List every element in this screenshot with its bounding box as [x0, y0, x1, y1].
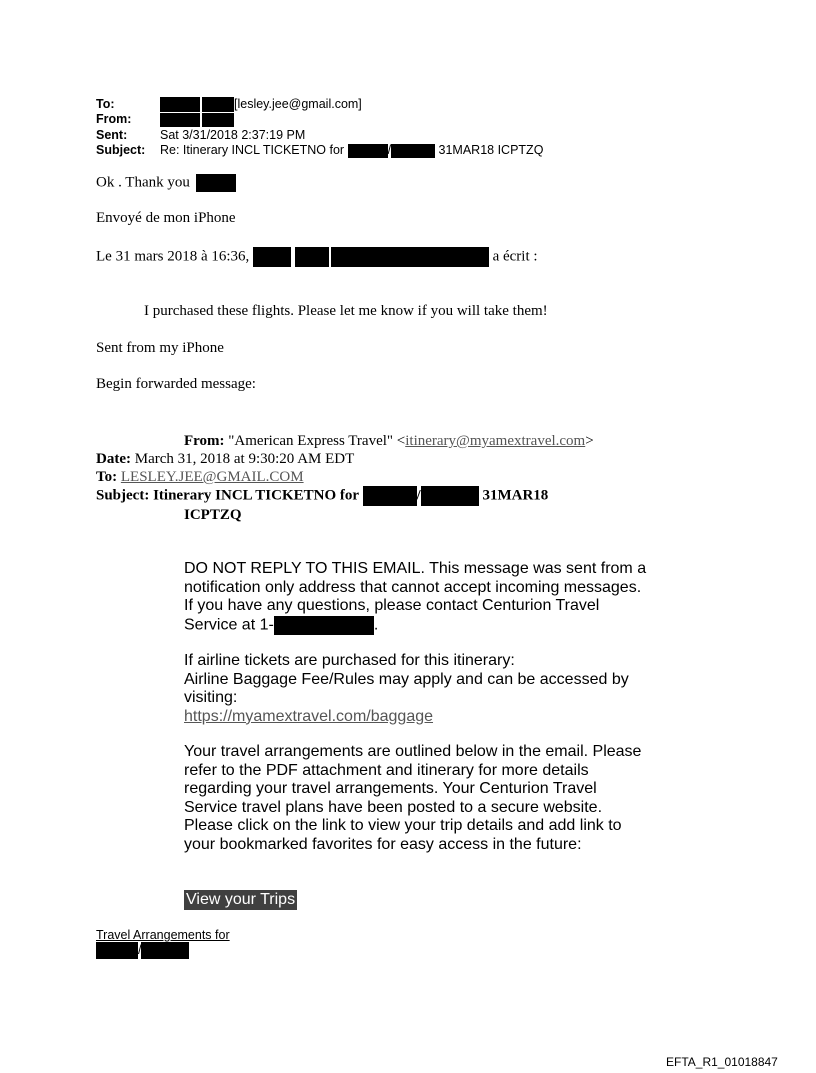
redaction-block [202, 113, 234, 127]
fwd-from-close: > [585, 433, 594, 449]
quoted-purchased: I purchased these flights. Please let me know if you will take them! [144, 303, 548, 319]
reply-signature: Envoyé de mon iPhone [96, 210, 236, 226]
thanks-text: Ok . Thank you [96, 174, 190, 191]
travel-arrangements [96, 928, 230, 959]
redaction-block [196, 174, 236, 192]
attribution-prefix: Le 31 mars 2018 à 16:36, [96, 248, 250, 265]
subject-label: Subject: [96, 143, 146, 157]
body-baggage [184, 652, 654, 726]
fwd-from [184, 432, 594, 450]
ta-slash: / [138, 942, 142, 957]
from-label: From: [96, 112, 132, 126]
fwd-from-email-link[interactable]: itinerary@myamextravel.com [405, 433, 586, 449]
to-label: To: [96, 97, 115, 111]
fwd-date [96, 450, 354, 468]
redaction-block [363, 486, 417, 506]
travel-arrangements-names [96, 942, 230, 959]
attribution-suffix: a écrit : [492, 248, 538, 265]
reply-thanks [96, 174, 236, 192]
fwd-to [96, 468, 304, 486]
fwd-to-label: To: [96, 469, 118, 485]
sent-label: Sent: [96, 128, 128, 142]
redaction-block [274, 616, 374, 635]
redaction-block [96, 942, 138, 959]
view-trips-wrap [184, 890, 297, 910]
view-trips-button[interactable]: View your Trips [186, 891, 296, 908]
subject-prefix: Re: Itinerary INCL TICKETNO for [160, 143, 345, 157]
redaction-block [160, 97, 200, 112]
redaction-block [391, 144, 435, 158]
to-email: [lesley.jee@gmail.com] [234, 97, 362, 111]
fwd-subject-slash: / [416, 487, 421, 504]
redaction-block [141, 942, 189, 959]
baggage-line2: Airline Baggage Fee/Rules may apply and can be accessed by visiting: [184, 670, 629, 706]
redaction-block [331, 247, 489, 267]
subject-slash: / [387, 143, 392, 157]
baggage-line1: If airline tickets are purchased for this itinerary: [184, 652, 515, 669]
document-id: EFTA_R1_01018847 [666, 1055, 778, 1069]
subject-value [160, 143, 543, 158]
notice-text: DO NOT REPLY TO THIS EMAIL. This message was sent from a notification only address that cannot accept incoming messages. If you have any questions, please contact Centurion Travel Service at 1- [184, 560, 647, 634]
redaction-block [253, 247, 291, 267]
body-notice [184, 560, 654, 635]
fwd-subject-label: Subject: [96, 487, 150, 504]
redaction-block [160, 113, 200, 127]
fwd-from-label: From: [184, 433, 225, 449]
sent-value: Sat 3/31/2018 2:37:19 PM [160, 128, 306, 142]
fwd-date-value: March 31, 2018 at 9:30:20 AM EDT [134, 451, 355, 467]
fwd-from-name: "American Express Travel" < [228, 433, 406, 449]
fwd-subject [96, 486, 548, 506]
fwd-subject-line2: ICPTZQ [184, 507, 242, 523]
subject-suffix: 31MAR18 ICPTZQ [438, 143, 544, 157]
fwd-to-email-link[interactable]: LESLEY.JEE@GMAIL.COM [120, 469, 304, 485]
redaction-block [202, 97, 234, 112]
begin-forwarded: Begin forwarded message: [96, 376, 256, 392]
redaction-block [295, 247, 329, 267]
travel-arrangements-label[interactable]: Travel Arrangements for [96, 928, 230, 942]
redaction-block [348, 144, 388, 158]
reply-attribution [96, 247, 538, 267]
fwd-subject-suffix: 31MAR18 [482, 487, 549, 504]
body-arrangements: Your travel arrangements are outlined below in the email. Please refer to the PDF attachment and itinerary for more details regarding your travel arrangements. Your Centurion Travel Service travel plans have been posted to a secure website. Please click on the link to view your trip details and add link to your bookmarked favorites for easy access in the future: [184, 743, 642, 853]
redaction-block [421, 486, 479, 506]
fwd-date-label: Date: [96, 451, 131, 467]
from-value [160, 112, 234, 127]
quoted-signature: Sent from my iPhone [96, 340, 224, 356]
baggage-link[interactable]: https://myamextravel.com/baggage [184, 707, 434, 725]
notice-end: . [373, 616, 379, 634]
to-value [160, 97, 362, 112]
fwd-subject-prefix: Itinerary INCL TICKETNO for [153, 487, 359, 504]
